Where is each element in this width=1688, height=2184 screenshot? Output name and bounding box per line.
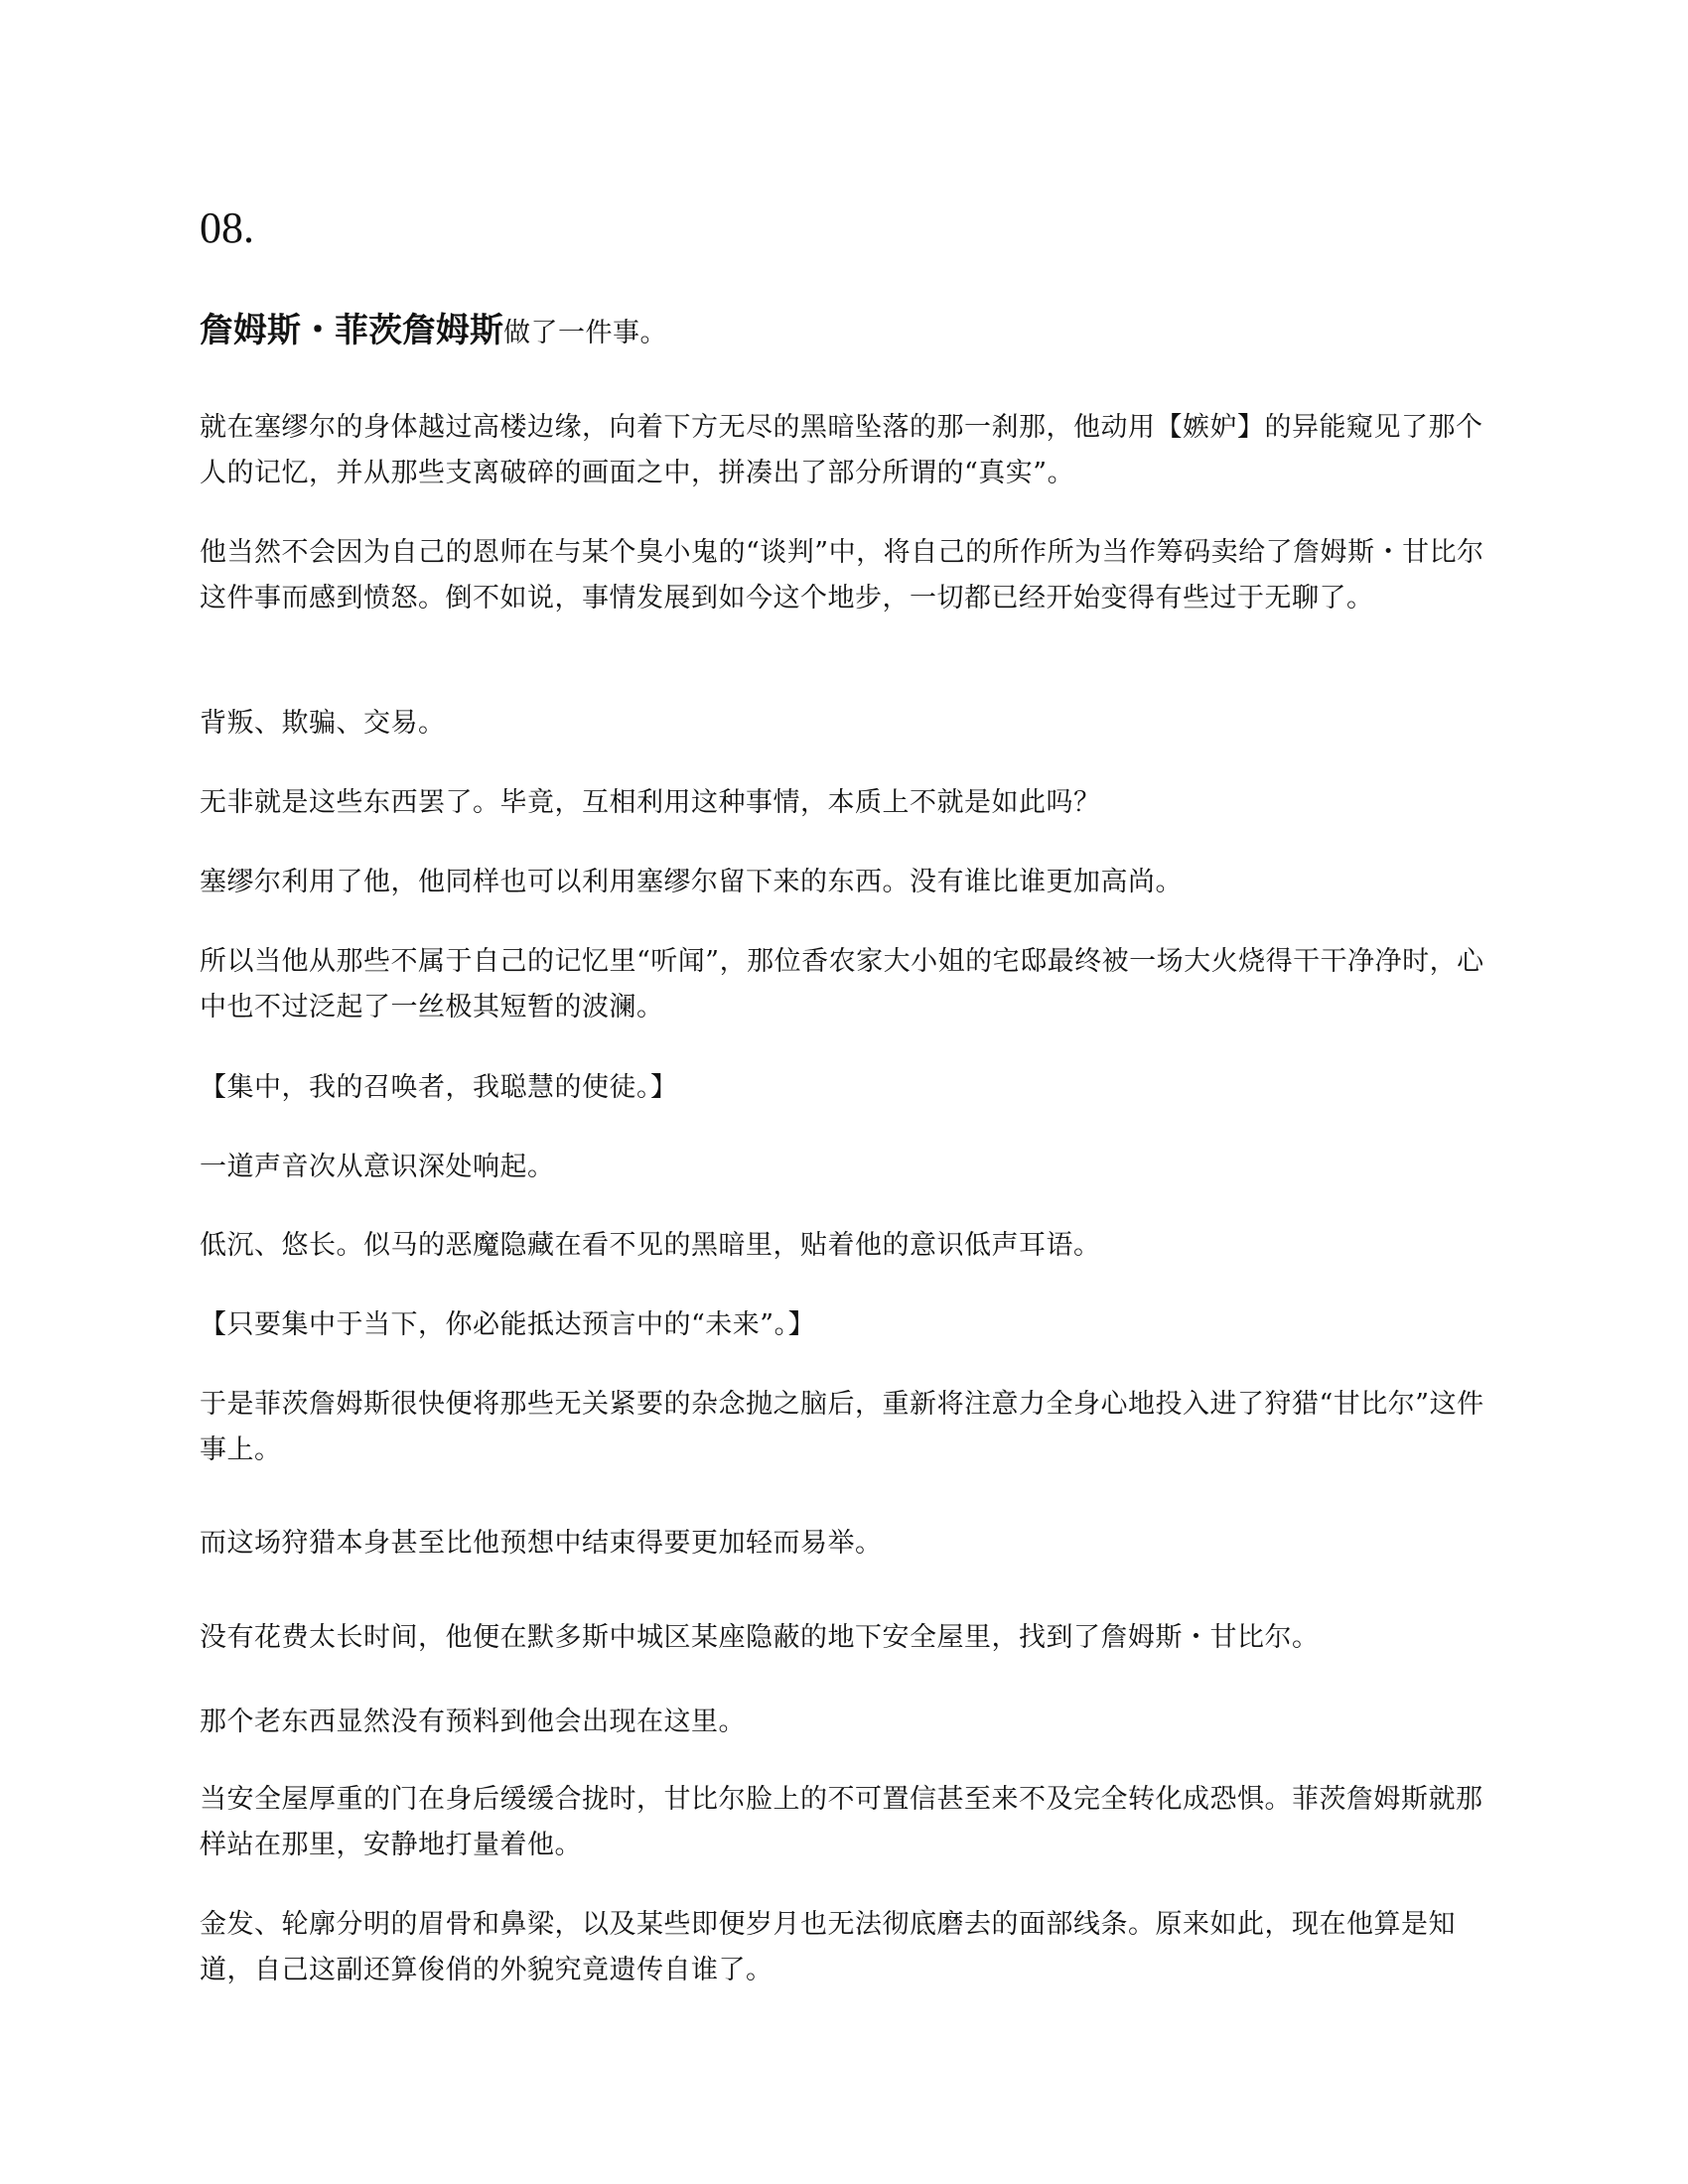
paragraph: 低沉、悠长。似马的恶魔隐藏在看不见的黑暗里，贴着他的意识低声耳语。 xyxy=(200,1230,1101,1261)
paragraph: 所以当他从那些不属于自己的记忆里“听闻”，那位香农家大小姐的宅邸最终被一场大火烧得干干净净时，心中也不过泛起了一丝极其短暂的波澜。 xyxy=(200,946,1484,1023)
heading-rest: 做了一件事。 xyxy=(503,318,667,348)
paragraph: 一道声音次从意识深处响起。 xyxy=(200,1152,555,1182)
paragraph: 于是菲茨詹姆斯很快便将那些无关紧要的杂念抛之脑后，重新将注意力全身心地投入进了狩猎“甘比尔”这件事上。 xyxy=(200,1389,1484,1465)
paragraph: 金发、轮廓分明的眉骨和鼻梁，以及某些即便岁月也无法彻底磨去的面部线条。原来如此，现在他算是知道，自己这副还算俊俏的外貌究竟遗传自谁了。 xyxy=(200,1909,1456,1985)
paragraph: 当安全屋厚重的门在身后缓缓合拢时，甘比尔脸上的不可置信甚至来不及完全转化成恐惧。菲茨詹姆斯就那样站在那里，安静地打量着他。 xyxy=(200,1784,1483,1860)
paragraph: 他当然不会因为自己的恩师在与某个臭小鬼的“谈判”中，将自己的所作所为当作筹码卖给了詹姆斯・甘比尔这件事而感到愤怒。倒不如说，事情发展到如今这个地步，一切都已经开始变得有些过于无聊了。 xyxy=(200,537,1484,614)
paragraph: 【集中，我的召唤者，我聪慧的使徒。】 xyxy=(200,1072,678,1103)
paragraph: 【只要集中于当下，你必能抵达预言中的“未来”。】 xyxy=(200,1309,816,1340)
paragraph: 那个老东西显然没有预料到他会出现在这里。 xyxy=(200,1706,746,1737)
paragraph: 背叛、欺骗、交易。 xyxy=(200,708,446,739)
chapter-heading xyxy=(200,308,1490,356)
paragraph: 塞缪尔利用了他，他同样也可以利用塞缪尔留下来的东西。没有谁比谁更加高尚。 xyxy=(200,867,1183,897)
heading-name: 詹姆斯・菲茨詹姆斯 xyxy=(200,311,503,350)
paragraph: 没有花费太长时间，他便在默多斯中城区某座隐蔽的地下安全屋里，找到了詹姆斯・甘比尔。 xyxy=(200,1622,1320,1653)
chapter-number: 08. xyxy=(200,204,254,252)
paragraph: 而这场狩猎本身甚至比他预想中结束得要更加轻而易举。 xyxy=(200,1528,883,1559)
paragraph: 无非就是这些东西罢了。毕竟，互相利用这种事情，本质上不就是如此吗？ xyxy=(200,787,1101,818)
paragraph: 就在塞缪尔的身体越过高楼边缘，向着下方无尽的黑暗坠落的那一刹那，他动用【嫉妒】的异能窥见了那个人的记忆，并从那些支离破碎的画面之中，拼凑出了部分所谓的“真实”。 xyxy=(200,412,1483,488)
